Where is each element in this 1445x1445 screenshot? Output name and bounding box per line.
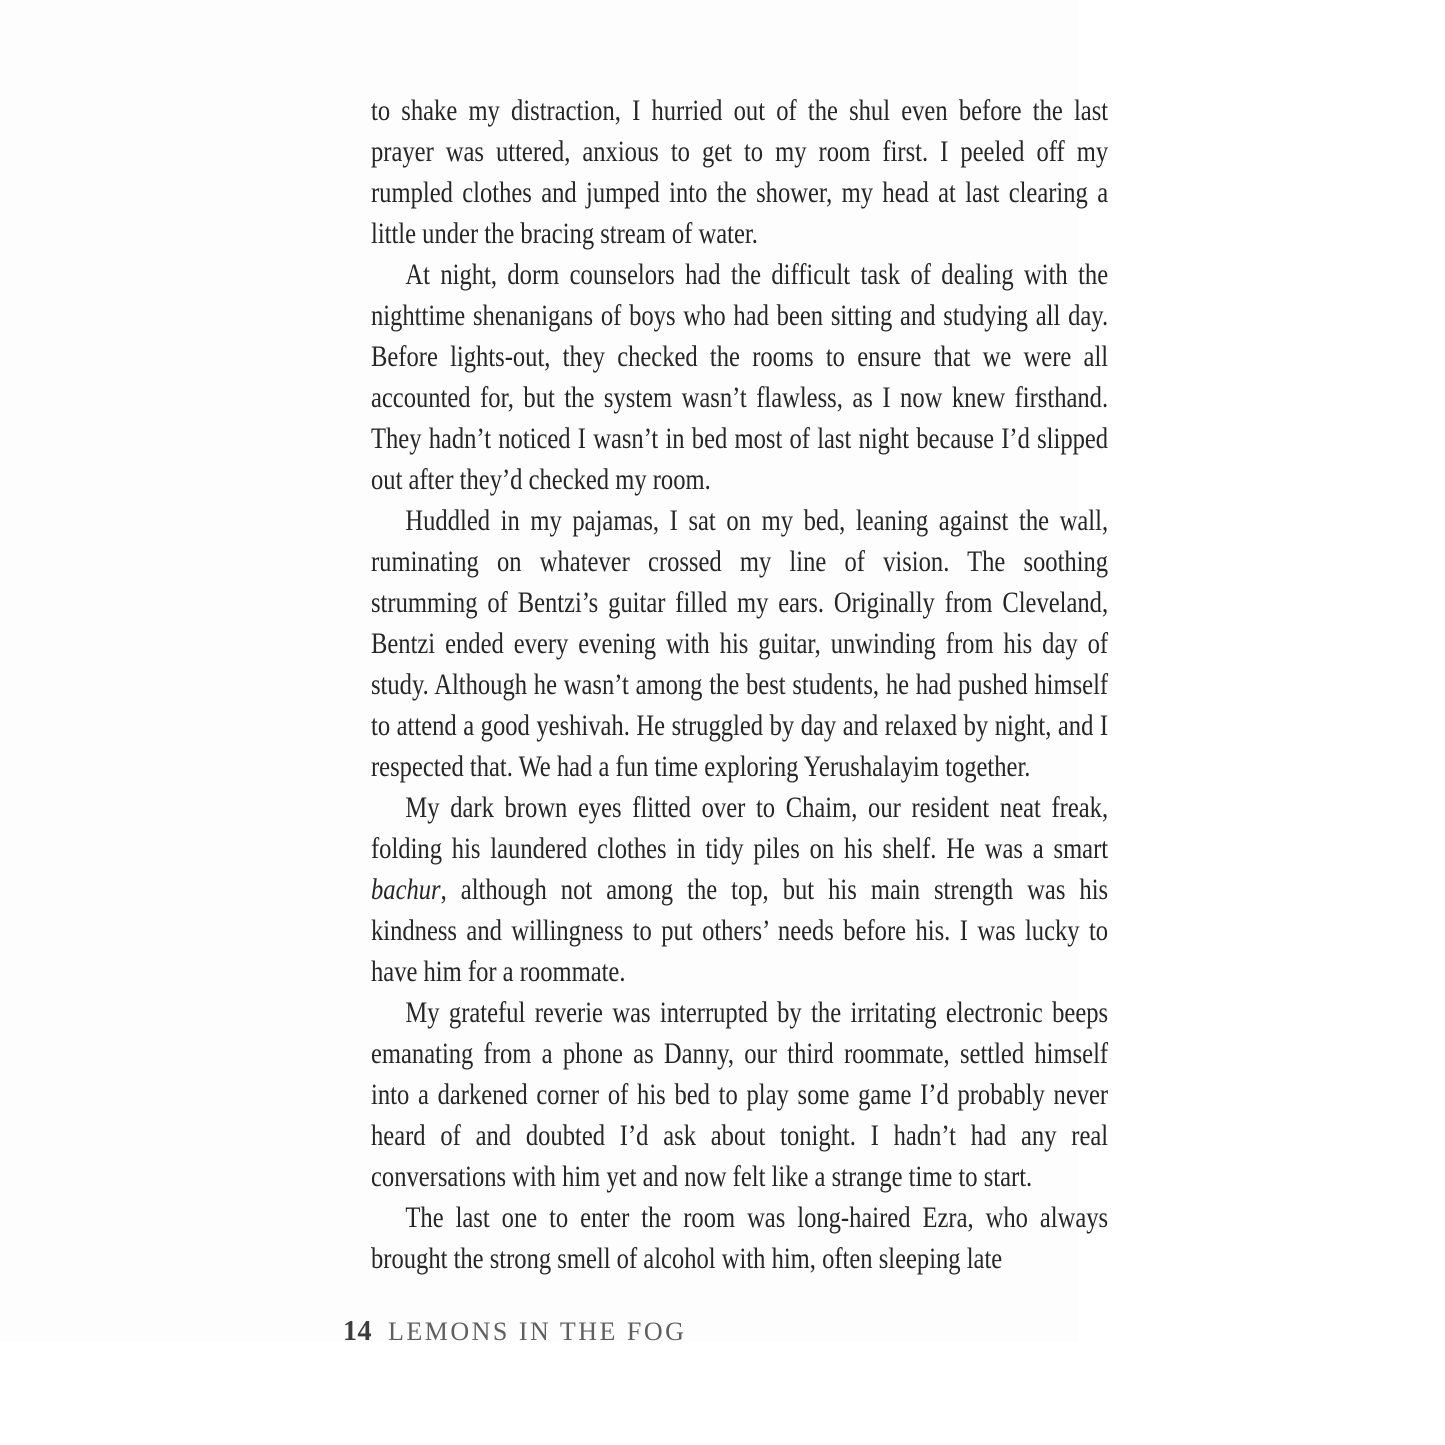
page-footer (343, 1316, 686, 1348)
paragraph-5: My grateful reverie was interrupted by the irritating electronic beeps emanating from a phone as Danny, our third roommate, settled himself into a darkened corner of his bed to play some game I’d probably never heard of and doubted I’d ask about tonight. I hadn’t had any real conversations with him yet and now felt like a strange time to start. (371, 996, 1109, 1193)
paragraph-3: Huddled in my pajamas, I sat on my bed, leaning against the wall, ruminating on whatever crossed my line of vision. The soothing strumming of Bentzi’s guitar filled my ears. Originally from Cleveland, Bentzi ended every evening with his guitar, unwinding from his day of study. Although he wasn’t among the best students, he had pushed himself to attend a good yeshivah. He struggled by day and relaxed by night, and I respected that. We had a fun time exploring Yerushalayim together. (371, 504, 1109, 783)
paragraph-6: The last one to enter the room was long-haired Ezra, who always brought the strong smell of alcohol with him, often sleeping late (371, 1201, 1109, 1275)
paragraph-2: At night, dorm counselors had the difficult task of dealing with the nighttime shenanigans of boys who had been sitting and studying all day. Before lights-out, they checked the rooms to ensure that we were all accounted for, but the system wasn’t flawless, as I now knew firsthand. They hadn’t noticed I wasn’t in bed most of last night because I’d slipped out after they’d checked my room. (371, 258, 1109, 496)
running-head-title: LEMONS IN THE FOG (388, 1317, 687, 1346)
paragraph-1: to shake my distraction, I hurried out of the shul even before the last prayer was uttered, anxious to get to my room first. I peeled off my rumpled clothes and jumped into the shower, my head at last clearing a little under the bracing stream of water. (371, 94, 1109, 250)
paragraph-4-text-before: My dark brown eyes flitted over to Chaim, our resident neat freak, folding his laundered clothes in tidy piles on his shelf. He was a smart (371, 791, 1109, 865)
hebrew-term-italic: bachur (371, 873, 441, 906)
page-number: 14 (343, 1316, 372, 1347)
body-text-block (371, 90, 1108, 1279)
paragraph-4-text-after: , although not among the top, but his main strength was his kindness and willingness to put others’ needs before his. I was lucky to have him for a roommate. (371, 873, 1109, 988)
paragraph-4 (371, 787, 1108, 992)
